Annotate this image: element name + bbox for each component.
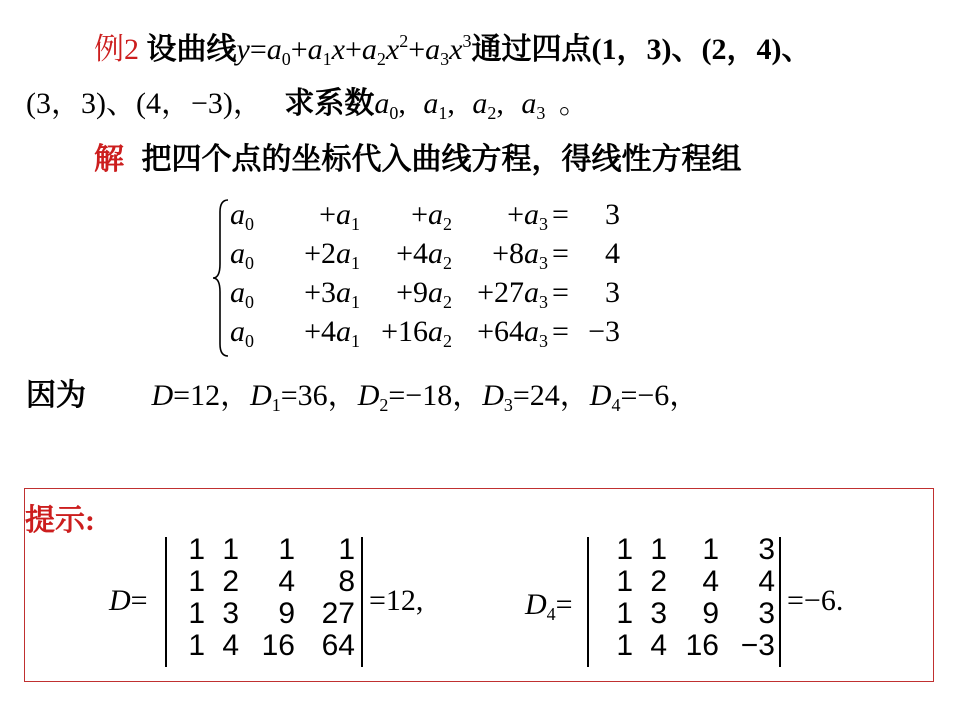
term-a0 xyxy=(230,198,254,232)
det-bar-left xyxy=(165,537,167,667)
because-line xyxy=(26,378,699,414)
det-D-result: =12, xyxy=(369,584,424,617)
det-cell: 1 xyxy=(278,533,295,566)
var-a: a xyxy=(336,237,351,270)
var-a0: a xyxy=(266,33,282,66)
D1: D xyxy=(250,379,272,412)
var-a: a xyxy=(428,315,443,348)
D4-name: D xyxy=(525,588,547,621)
term-a1 xyxy=(319,198,360,232)
equation-row xyxy=(230,315,630,353)
D4: D xyxy=(589,379,612,412)
det-cell: 1 xyxy=(188,533,205,566)
coefficient: + xyxy=(411,198,428,231)
det-cell: 1 xyxy=(188,565,205,598)
rhs-value: 3 xyxy=(605,198,620,231)
term-a0 xyxy=(230,237,254,271)
sub-0: 0 xyxy=(281,49,291,69)
det-cell: 8 xyxy=(338,565,355,598)
var-x: x xyxy=(449,33,463,66)
hint-label: 提示: xyxy=(25,504,95,537)
rhs-value: 3 xyxy=(605,276,620,309)
problem-points-cont: (3，3)、(4，−3)， xyxy=(26,87,263,120)
det-cell: 1 xyxy=(650,533,667,566)
coef-a0: a xyxy=(374,87,390,120)
det-cell: 3 xyxy=(222,597,239,630)
det-cell: 4 xyxy=(278,565,295,598)
equals-sign: = xyxy=(552,315,569,348)
subscript: 0 xyxy=(245,253,254,273)
det-bar-left xyxy=(587,537,589,667)
subscript: 1 xyxy=(351,253,360,273)
D: D xyxy=(151,379,174,412)
var-a3: a xyxy=(425,33,441,66)
term-a1 xyxy=(304,237,360,271)
rhs-value: 4 xyxy=(605,237,620,270)
coefficient: +2 xyxy=(304,237,336,270)
det-bar-right xyxy=(361,537,363,667)
det-cell: 3 xyxy=(758,597,775,630)
term-a2 xyxy=(411,198,452,232)
var-a: a xyxy=(428,198,443,231)
D2: D xyxy=(357,379,380,412)
subscript: 1 xyxy=(351,292,360,312)
solution-line xyxy=(94,142,742,178)
det-cell: 4 xyxy=(758,565,775,598)
example-label: 例2 xyxy=(94,33,139,66)
det-cell: 3 xyxy=(758,533,775,566)
coefficient: +16 xyxy=(381,315,428,348)
det-cell: 1 xyxy=(616,597,633,630)
subscript: 3 xyxy=(539,292,548,312)
coefficient: +4 xyxy=(396,237,428,270)
term-a2 xyxy=(381,315,452,349)
var-a: a xyxy=(524,276,539,309)
det-D4-result: =−6. xyxy=(787,584,844,617)
coefficient: + xyxy=(319,198,336,231)
linear-system xyxy=(212,198,632,358)
det-cell: −3 xyxy=(740,629,775,662)
sub-4: 4 xyxy=(546,604,556,624)
determinant-D4 xyxy=(587,533,783,667)
det-cell: 1 xyxy=(616,565,633,598)
comma: , xyxy=(398,87,406,120)
equals-sign: = xyxy=(552,237,569,270)
det-cell: 1 xyxy=(702,533,719,566)
subscript: 0 xyxy=(245,331,254,351)
det-cell: 3 xyxy=(650,597,667,630)
sub-3: 3 xyxy=(536,103,546,123)
det-cell: 16 xyxy=(685,629,719,662)
var-a: a xyxy=(336,276,351,309)
plus: + xyxy=(408,33,426,66)
left-brace-icon xyxy=(212,198,230,358)
subscript: 2 xyxy=(443,253,452,273)
det-cell: 9 xyxy=(278,597,295,630)
problem-ask: 求系数 xyxy=(284,87,375,120)
equation-row xyxy=(230,276,630,314)
coefficient: +3 xyxy=(304,276,336,309)
eq-sign: = xyxy=(130,584,148,617)
sub-1: 1 xyxy=(438,103,448,123)
subscript: 0 xyxy=(245,214,254,234)
sub-2: 2 xyxy=(379,395,389,415)
subscript: 1 xyxy=(351,331,360,351)
term-a3 xyxy=(492,237,548,271)
eq-sign: = xyxy=(555,588,573,621)
sup-3: 3 xyxy=(462,31,472,51)
det-cell: 1 xyxy=(338,533,355,566)
var-a: a xyxy=(230,198,245,231)
coef-a1: a xyxy=(423,87,439,120)
sub-3: 3 xyxy=(440,49,450,69)
det-cell: 4 xyxy=(650,629,667,662)
var-x: x xyxy=(385,33,400,66)
det-D4-lhs xyxy=(525,587,573,623)
det-cell: 1 xyxy=(616,533,633,566)
det-cell: 27 xyxy=(321,597,355,630)
coefficient: +8 xyxy=(492,237,524,270)
var-a2: a xyxy=(361,33,377,66)
D2-value: =−18， xyxy=(388,379,483,412)
term-a1 xyxy=(304,315,360,349)
subscript: 2 xyxy=(443,331,452,351)
problem-line-2 xyxy=(26,86,589,122)
sub-3: 3 xyxy=(503,395,513,415)
subscript: 3 xyxy=(539,253,548,273)
sup-2: 2 xyxy=(399,31,409,51)
eq-sign: = xyxy=(249,33,267,66)
subscript: 3 xyxy=(539,214,548,234)
D1-value: =36， xyxy=(280,379,358,412)
equals-sign: = xyxy=(552,198,569,231)
var-a: a xyxy=(428,276,443,309)
var-x: x xyxy=(331,33,345,66)
var-a: a xyxy=(524,315,539,348)
rhs-value: −3 xyxy=(588,315,620,348)
problem-intro: 设曲线 xyxy=(146,33,237,66)
var-a: a xyxy=(428,237,443,270)
comma: , xyxy=(496,87,504,120)
term-a3 xyxy=(477,276,548,310)
coef-a2: a xyxy=(472,87,488,120)
coefficient: +27 xyxy=(477,276,524,309)
term-a2 xyxy=(396,237,452,271)
term-a1 xyxy=(304,276,360,310)
var-a: a xyxy=(230,276,245,309)
var-a: a xyxy=(230,315,245,348)
period: 。 xyxy=(558,87,589,120)
subscript: 2 xyxy=(443,214,452,234)
solution-label: 解 xyxy=(94,143,124,176)
term-a3 xyxy=(507,198,548,232)
problem-points: 通过四点(1，3)、(2，4)、 xyxy=(471,33,812,66)
subscript: 0 xyxy=(245,292,254,312)
determinant-D xyxy=(165,533,365,667)
subscript: 3 xyxy=(539,331,548,351)
det-cell: 64 xyxy=(321,629,355,662)
det-cell: 4 xyxy=(702,565,719,598)
var-a: a xyxy=(524,237,539,270)
subscript: 2 xyxy=(443,292,452,312)
term-a2 xyxy=(396,276,452,310)
coefficient: + xyxy=(507,198,524,231)
sub-0: 0 xyxy=(389,103,399,123)
term-a0 xyxy=(230,276,254,310)
coefficient: +9 xyxy=(396,276,428,309)
det-D-lhs xyxy=(109,583,148,619)
D-value: =12， xyxy=(173,379,251,412)
comma: , xyxy=(447,87,455,120)
solution-text: 把四个点的坐标代入曲线方程，得线性方程组 xyxy=(141,143,742,176)
var-a: a xyxy=(524,198,539,231)
det-cell: 9 xyxy=(702,597,719,630)
var-y: y xyxy=(236,33,250,66)
var-a: a xyxy=(336,315,351,348)
term-a3 xyxy=(477,315,548,349)
plus: + xyxy=(345,33,362,66)
coef-a3: a xyxy=(521,87,537,120)
coefficient: +64 xyxy=(477,315,524,348)
var-a1: a xyxy=(307,33,323,66)
equation-row xyxy=(230,237,630,275)
det-cell: 1 xyxy=(188,597,205,630)
D3-value: =24， xyxy=(512,379,590,412)
D4-value: =−6， xyxy=(620,379,700,412)
sub-2: 2 xyxy=(487,103,497,123)
because-label: 因为 xyxy=(26,379,86,412)
sub-4: 4 xyxy=(611,395,621,415)
det-bar-right xyxy=(779,537,781,667)
problem-line-1 xyxy=(94,32,811,68)
det-cell: 1 xyxy=(222,533,239,566)
equals-sign: = xyxy=(552,276,569,309)
sub-2: 2 xyxy=(376,49,386,69)
sub-1: 1 xyxy=(322,49,332,69)
hint-box xyxy=(24,488,934,682)
det-cell: 4 xyxy=(222,629,239,662)
term-a0 xyxy=(230,315,254,349)
D3: D xyxy=(482,379,504,412)
plus: + xyxy=(290,33,308,66)
det-cell: 1 xyxy=(188,629,205,662)
det-cell: 1 xyxy=(616,629,633,662)
sub-1: 1 xyxy=(271,395,281,415)
subscript: 1 xyxy=(351,214,360,234)
equation-row xyxy=(230,198,630,236)
det-cell: 2 xyxy=(222,565,239,598)
det-cell: 16 xyxy=(261,629,295,662)
D-name: D xyxy=(109,584,131,617)
coefficient: +4 xyxy=(304,315,336,348)
var-a: a xyxy=(230,237,245,270)
det-cell: 2 xyxy=(650,565,667,598)
var-a: a xyxy=(336,198,351,231)
